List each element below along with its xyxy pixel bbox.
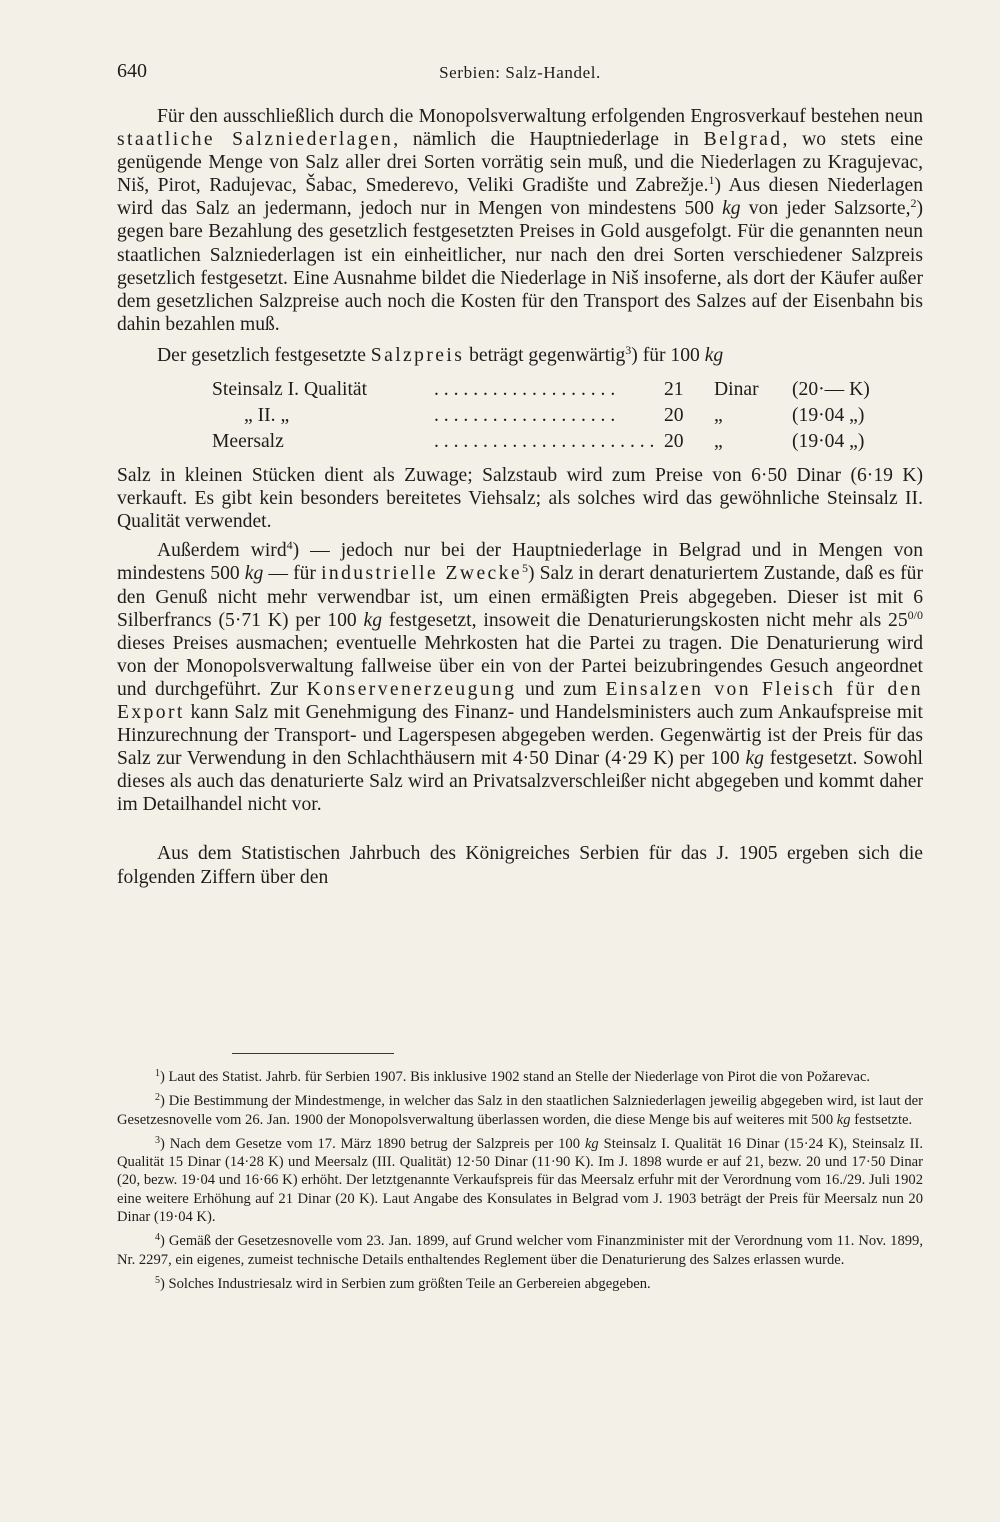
price-kronen: (19·04 „) [792,431,865,453]
footnote-text: festsetzte. [850,1111,913,1128]
emphasis-text: Konservenerzeugung [306,678,517,700]
running-head: Serbien: Salz-Handel. [439,63,601,82]
text-run: ) gegen bare Bezahlung des gesetzlich festgesetzten Preises in Gold ausgefolgt. Für die genannten neun staatlichen Salzniederlagen ist ein einheitlicher, nur nach den drei Sorten verschiedener Salzpreis gesetzlich festgesetzt. Eine Ausnahme bildet die Niederlage in Niš insoferne, als dort der Käufer außer dem gesetzlichen Salzpreise auch noch die Kosten für den Transport des Salzes auf der Eisenbahn bis dahin bezahlen muß. [117,198,923,335]
leader-dots: . . . . . . . . . . . . . . . . . . . [434,379,616,401]
price-unit: „ [714,431,723,453]
text-run: festgesetzt. Sowohl dieses als auch das denaturierte Salz wird an Privatsalzverschleißer nicht abgegeben und kommt daher im Detailhandel nicht vor. [117,748,923,816]
footnote-divider [232,1053,394,1054]
text-run: ) — jedoch nur bei der Hauptniederlage in Belgrad und in Mengen von mindestens 500 [117,540,924,585]
footnote-1 [117,1068,923,1086]
emphasis-text: industrielle Zwecke [321,563,522,585]
text-run: von jeder Salzsorte, [740,198,911,220]
text-run: beträgt gegenwärtig [464,344,626,366]
page-number: 640 [117,60,147,82]
text-run: ) Salz in derart denaturiertem Zustande, daß es für den Genuß nicht mehr verwendbar ist, um einen ermäßigten Preis abgegeben. Dieser ist mit 6 Silberfrancs (5·71 K) per 100 [117,563,923,631]
text-run: , wo stets eine genügende Menge von Salz aller drei Sorten vorrätig sein muß, und die Niederlagen zu Kragujevac, Niš, Pirot, Radujevac, Šabac, Smederevo, Veliki Gradište und Zabrežje. [117,129,923,197]
footnote-number: 3 [155,1134,160,1146]
text-run: ) für 100 [631,344,705,366]
text-run: Für den ausschließlich durch die Monopolsverwaltung erfolgenden Engrosverkauf bestehen neun [157,106,923,127]
footnote-3 [117,1135,923,1226]
footnote-5 [117,1275,923,1293]
footnote-number: 1 [155,1068,160,1079]
footnote-number: 4 [155,1232,160,1244]
footnote-ref: 1 [708,173,715,188]
paragraph-salt-price-intro [117,344,923,367]
paragraph-salt-pieces: Salz in kleinen Stücken dient als Zuwage; Salzstaub wird zum Preise von 6·50 Dinar (6·19 K) verkauft. Es gibt kein besonders bereitetes Viehsalz; als solches wird das gewöhnliche Steinsalz II. Qualität verwendet. [117,465,923,533]
emphasis-text: Belgrad [703,129,783,151]
footnote-text: Steinsalz I. Qualität 16 Dinar (15·24 K), Steinsalz II. Qualität 15 Dinar (14·28 K) und Meersalz (III. Qualität) 12·50 Dinar (11·90 K). Im J. 1898 wurde er auf 21, bezw. 20 und 17·50 Dinar (20, bezw. 19·04 und 16·66 K) erhöht. Der letztgenannte Verkaufspreis für das Meersalz erfuhr mit der Verordnung vom 16./29. Juli 1902 eine weitere Erhöhung auf 21 Dinar (20 K). Laut Angabe des Konsulates in Belgrad vom J. 1903 beträgt der Preis für Meersalz nun 20 Dinar (19·04 K). [117,1135,923,1226]
footnote-text: ) Die Bestimmung der Mindestmenge, in welcher das Salz in den staatlichen Salzniederlagen jeweilig abgegeben wird, ist laut der Gesetzesnovelle vom 26. Jan. 1900 der Monopolsverwaltung überlassen worden, die diese Menge bis auf weiteres mit 500 [117,1093,923,1128]
footnote-text: ) Nach dem Gesetze vom 17. März 1890 betrug der Salzpreis per 100 [160,1135,585,1152]
price-kronen: (20·— K) [792,379,870,401]
page-header [117,60,923,90]
text-run: ) Aus diesen Niederlagen wird das Salz an jedermann, jedoch nur in Mengen von mindestens 500 [117,175,923,220]
price-value: 20 [664,431,684,453]
price-unit: „ [714,405,723,427]
footnote-number: 2 [155,1092,160,1104]
paragraph-salt-depots [117,105,923,336]
percent-sign: 0/0 [907,607,923,622]
footnote-number: 5 [155,1274,160,1286]
unit-text: kg [745,748,764,770]
price-label: „ II. „ [244,405,290,427]
footnote-ref: 4 [286,538,293,553]
emphasis-text: Einsalzen von Fleisch für den Export [117,678,923,723]
text-run: — für [263,563,322,585]
price-kronen: (19·04 „) [792,405,865,427]
price-value: 21 [664,379,684,401]
text-run: , nämlich die Hauptniederlage in [393,129,704,151]
footnote-ref: 3 [625,342,632,357]
unit-text: kg [704,344,724,366]
leader-dots: . . . . . . . . . . . . . . . . . . . . . . . [434,431,655,453]
unit-text: kg [584,1135,599,1152]
unit-text: kg [244,563,264,585]
unit-text: kg [836,1111,851,1128]
leader-dots: . . . . . . . . . . . . . . . . . . . [434,405,616,427]
footnote-ref: 2 [910,196,917,211]
footnote-text: ) Solches Industriesalz wird in Serbien zum größten Teile an Gerbereien abgegeben. [160,1275,651,1292]
paragraph-statistics-intro: Aus dem Statistischen Jahrbuch des Königreiches Serbien für das J. 1905 ergeben sich die folgenden Ziffern über den [117,843,923,888]
price-row [212,403,892,429]
footnote-2 [117,1092,923,1129]
price-row [212,377,892,403]
emphasis-text: Salzpreis [370,344,465,366]
text-run: kann Salz mit Genehmigung des Finanz- und Handelsministers auch zum Ankaufspreise mit Hinzurechnung der Transport- und Lagerspesen abgegeben werden. Gegenwärtig ist der Preis für das Salz zur Verwendung in den Schlachthäusern mit 4·50 Dinar (4·29 K) per 100 [117,701,923,770]
emphasis-text: staatliche Salzniederlagen [117,129,394,151]
price-row [212,429,892,455]
text-run: festgesetzt, insoweit die Denaturierungskosten nicht mehr als 25 [382,609,908,631]
footnote-4 [117,1232,923,1269]
text-run: und zum [516,678,606,700]
price-label: Steinsalz I. Qualität [212,379,368,401]
paragraph-industrial-salt [117,539,923,816]
price-unit: Dinar [714,379,759,401]
text-run: dieses Preises ausmachen; eventuelle Mehrkosten hat die Partei zu tragen. Die Denaturierung wird von der Monopolsverwaltung fallweise über ein von der Partei beizubringendes Gesuch angeordnet und durchgeführt. Zur [117,632,923,700]
unit-text: kg [363,609,383,631]
footnotes [117,1068,923,1299]
text-run: Der gesetzlich festgesetzte [157,344,371,366]
main-text [117,105,923,889]
unit-text: kg [722,198,741,220]
price-table [212,377,892,455]
text-run: Außerdem wird [157,540,287,562]
footnote-text: ) Laut des Statist. Jahrb. für Serbien 1907. Bis inklusive 1902 stand an Stelle der Niederlage von Pirot die von Požarevac. [160,1069,871,1085]
footnote-text: ) Gemäß der Gesetzesnovelle vom 23. Jan. 1899, auf Grund welcher vom Finanzminister mit der Verordnung vom 11. Nov. 1899, Nr. 2297, ein eigenes, zumeist technische Details enthaltendes Reglement über die Denaturierung des Salzes erlassen wurde. [117,1233,923,1268]
price-label: Meersalz [212,431,284,453]
price-value: 20 [664,405,684,427]
footnote-ref: 5 [521,561,528,576]
